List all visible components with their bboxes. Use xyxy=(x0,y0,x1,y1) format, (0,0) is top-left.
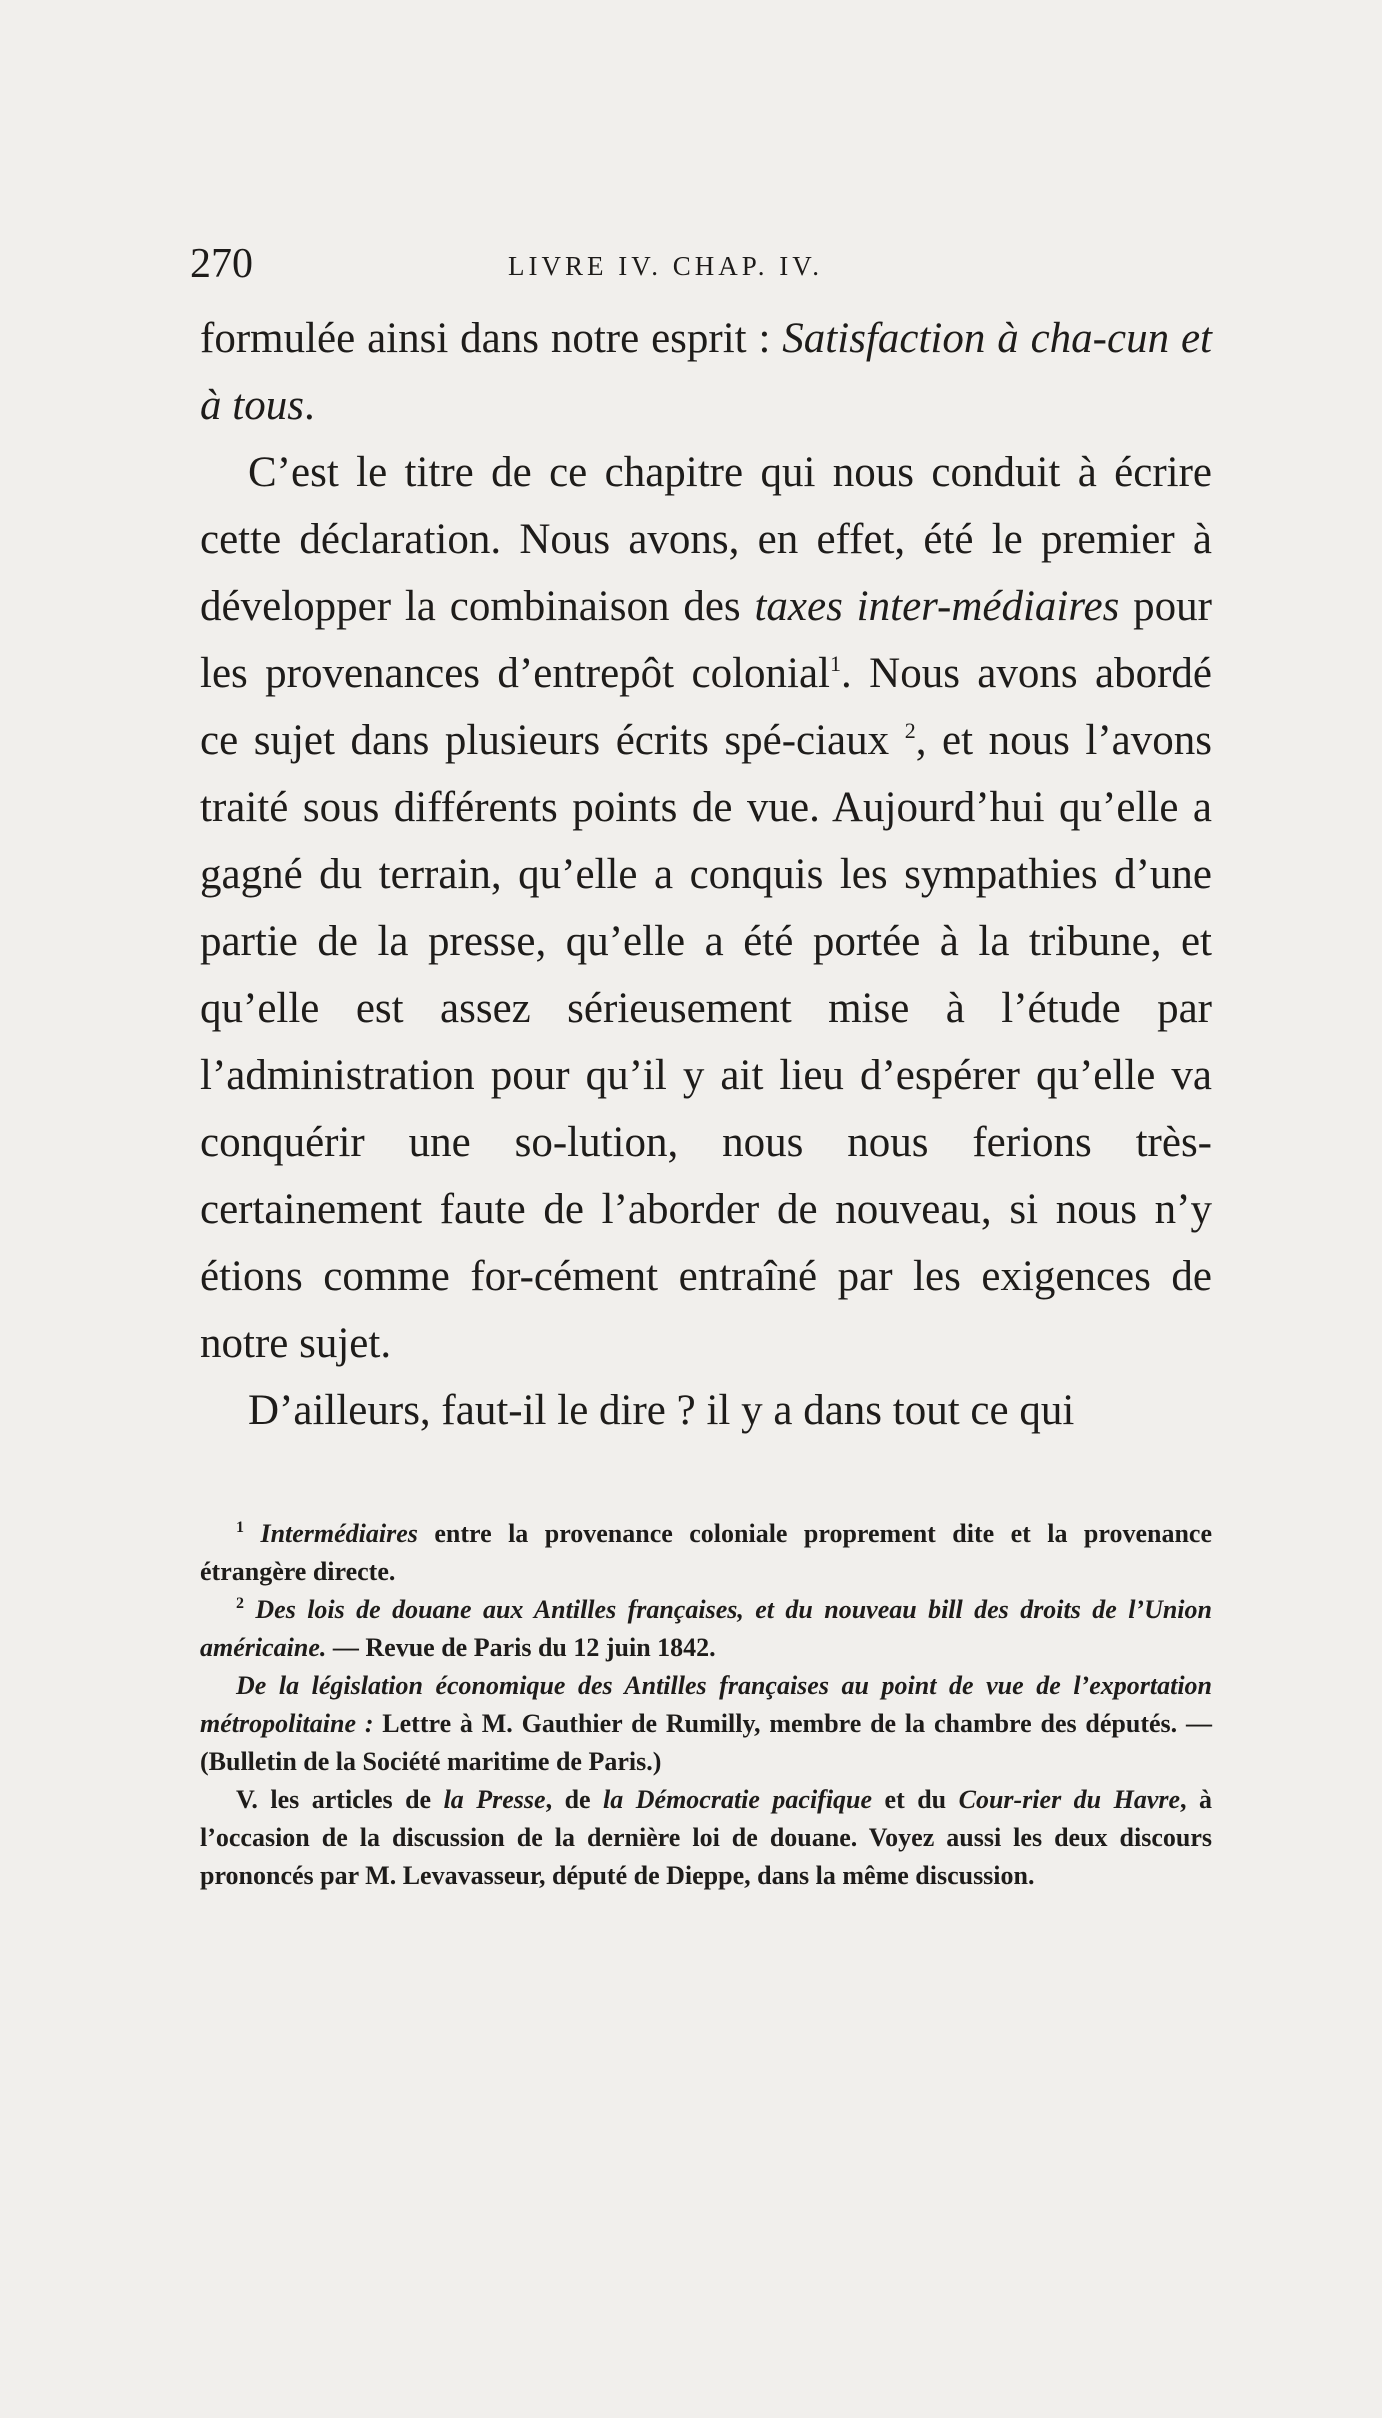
footnote-2-references xyxy=(200,1781,1212,1895)
footnotes xyxy=(200,1515,1212,1895)
text-run: . Nous avons abordé ce sujet dans plusieurs écrits spé-ciaux xyxy=(200,650,1212,764)
text-run: C’est le titre de ce chapitre qui nous conduit à écrire cette déclaration. Nous avons, en effet, été le premier à développer la combinaison des xyxy=(200,449,1212,630)
text-run: Lettre à M. Gauthier de Rumilly, membre de la chambre des députés. — (Bulletin de la Société maritime de Paris.) xyxy=(200,1709,1212,1776)
footnote-1 xyxy=(200,1515,1212,1591)
italic-run: Satisfaction à cha-cun et à tous xyxy=(200,315,1212,429)
running-head: LIVRE IV. CHAP. IV. xyxy=(508,251,824,281)
paragraph-3 xyxy=(200,1377,1212,1444)
italic-run: taxes inter-médiaires xyxy=(754,583,1120,630)
footnote-mark: 2 xyxy=(236,1595,244,1612)
text-run: . xyxy=(303,382,315,429)
text-run: , à l’occasion de la discussion de la dernière loi de douane. Voyez aussi les deux discours prononcés par M. Levavasseur, député de Dieppe, dans la même discussion. xyxy=(200,1785,1213,1890)
text-run: , de xyxy=(545,1785,604,1814)
footnote-mark: 1 xyxy=(236,1519,244,1536)
italic-run: Cour-rier du Havre xyxy=(958,1785,1181,1814)
text-run: pour les provenances d’entrepôt colonial xyxy=(200,583,1213,697)
text-run: — Revue de Paris du 12 juin 1842. xyxy=(326,1633,716,1662)
page-number: 270 xyxy=(190,241,253,287)
text-run: entre la provenance coloniale proprement dite et la provenance étrangère directe. xyxy=(200,1519,1212,1586)
italic-run: la Démocratie pacifique xyxy=(603,1785,873,1814)
text-run: et du xyxy=(872,1785,959,1814)
text-run: D’ailleurs, faut-il le dire ? il y a dans tout ce qui xyxy=(248,1387,1075,1434)
paragraph-2 xyxy=(200,439,1212,1377)
italic-run: la Presse xyxy=(443,1785,546,1814)
footnote-2-continued xyxy=(200,1667,1212,1781)
footnote-ref-2: 2 xyxy=(904,718,916,743)
text-run: V. les articles de xyxy=(236,1785,444,1814)
text-run: formulée ainsi dans notre esprit : xyxy=(200,315,783,362)
main-text xyxy=(200,305,1212,1444)
footnote-2 xyxy=(200,1591,1212,1667)
italic-run: Intermédiaires xyxy=(260,1519,418,1548)
italic-run: Des lois de douane aux Antilles françaises, et du nouveau bill des droits de l’Union américaine. xyxy=(200,1595,1212,1662)
text-run: , et nous l’avons traité sous différents points de vue. Aujourd’hui qu’elle a gagné du terrain, qu’elle a conquis les sympathies d’une partie de la presse, qu’elle a été portée à la tribune, et qu’elle est assez sérieusement mise à l’étude par l’administration pour qu’il y ait lieu d’espérer qu’elle va conquérir une so-lution, nous nous ferions très-certainement faute de l’aborder de nouveau, si nous n’y étions comme for-cément entraîné par les exigences de notre sujet. xyxy=(200,717,1213,1367)
italic-run: De la législation économique des Antilles françaises au point de vue de l’exportation métropolitaine : xyxy=(200,1671,1212,1738)
paragraph-1 xyxy=(200,305,1212,439)
footnote-ref-1: 1 xyxy=(830,651,842,676)
page-header xyxy=(190,236,1222,296)
